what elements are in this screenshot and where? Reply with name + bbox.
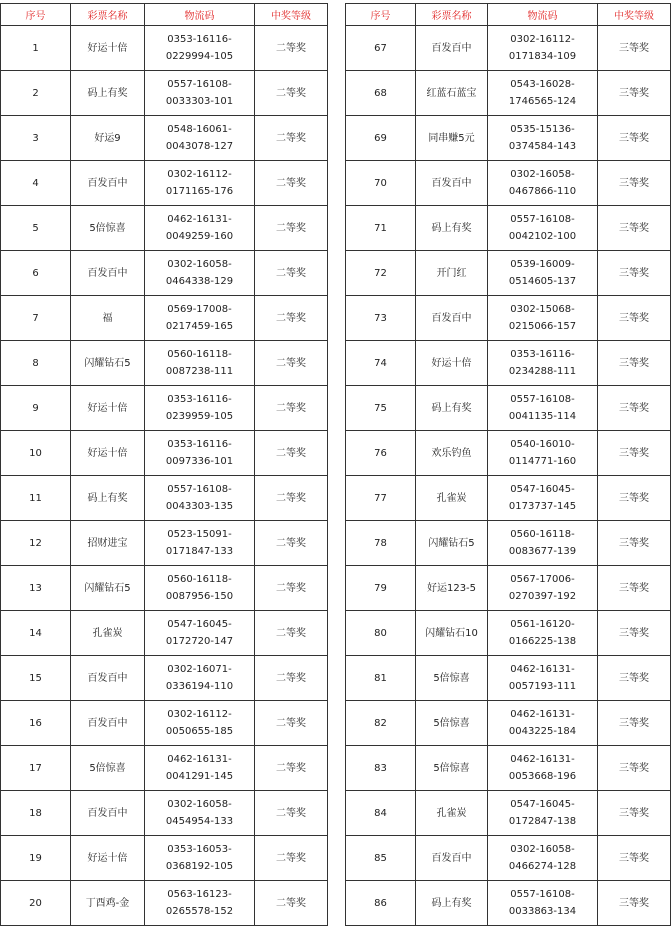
- logistics-code-cell: [145, 251, 255, 296]
- prize-level-cell: 二等奖: [255, 431, 328, 476]
- logistics-code-line-2: 0374584-143: [508, 141, 577, 152]
- logistics-code-line-1: 0302-16071-: [167, 664, 232, 675]
- logistics-code-line-2: 0234288-111: [508, 366, 577, 377]
- serial-cell: 12: [1, 521, 71, 566]
- table-row: [1, 701, 328, 746]
- table-row: [346, 566, 671, 611]
- logistics-code-line-2: 0114771-160: [508, 456, 577, 467]
- serial-cell: 14: [1, 611, 71, 656]
- ticket-name-cell: 5倍惊喜: [416, 746, 488, 791]
- logistics-code-line-1: 0560-16118-: [510, 529, 575, 540]
- ticket-name-cell: 孔雀炭: [416, 476, 488, 521]
- logistics-code-line-1: 0557-16108-: [510, 214, 575, 225]
- prize-level-cell: 二等奖: [255, 611, 328, 656]
- logistics-code-cell: [145, 836, 255, 881]
- logistics-code-cell: [145, 881, 255, 926]
- serial-cell: 7: [1, 296, 71, 341]
- table-row: [346, 71, 671, 116]
- ticket-name-cell: 5倍惊喜: [71, 746, 145, 791]
- logistics-code-line-2: 0171847-133: [165, 546, 234, 557]
- ticket-name-cell: 码上有奖: [71, 71, 145, 116]
- ticket-name-cell: 码上有奖: [416, 386, 488, 431]
- prize-level-cell: 二等奖: [255, 206, 328, 251]
- logistics-code-cell: [145, 521, 255, 566]
- logistics-code-line-1: 0540-16010-: [510, 439, 575, 450]
- logistics-code-line-1: 0557-16108-: [167, 79, 232, 90]
- logistics-code-line-1: 0302-16112-: [167, 709, 232, 720]
- serial-cell: 83: [346, 746, 416, 791]
- prize-level-cell: 三等奖: [598, 251, 671, 296]
- header-ticket-name: 彩票名称: [416, 4, 488, 26]
- logistics-code-line-1: 0462-16131-: [167, 214, 232, 225]
- logistics-code-line-2: 0172720-147: [165, 636, 234, 647]
- table-row: [1, 431, 328, 476]
- logistics-code-line-2: 0265578-152: [165, 906, 234, 917]
- logistics-code-cell: [488, 701, 598, 746]
- serial-cell: 6: [1, 251, 71, 296]
- ticket-name-cell: 开门红: [416, 251, 488, 296]
- prize-level-cell: 三等奖: [598, 701, 671, 746]
- table-header-row: [346, 4, 671, 26]
- prize-level-cell: 三等奖: [598, 26, 671, 71]
- table-row: [1, 746, 328, 791]
- logistics-code-line-2: 0049259-160: [165, 231, 234, 242]
- ticket-name-cell: 好运十倍: [71, 431, 145, 476]
- table-body-left: [1, 26, 328, 926]
- logistics-code-line-2: 0083677-139: [508, 546, 577, 557]
- prize-level-cell: 三等奖: [598, 116, 671, 161]
- logistics-code-line-2: 0033303-101: [165, 96, 234, 107]
- logistics-code-line-2: 0053668-196: [508, 771, 577, 782]
- serial-cell: 79: [346, 566, 416, 611]
- logistics-code-cell: [145, 296, 255, 341]
- logistics-code-line-1: 0353-16053-: [167, 844, 232, 855]
- ticket-name-cell: 好运十倍: [71, 26, 145, 71]
- logistics-code-line-1: 0302-16112-: [167, 169, 232, 180]
- ticket-name-cell: 好运123-5: [416, 566, 488, 611]
- logistics-code-cell: [488, 341, 598, 386]
- header-ticket-name: 彩票名称: [71, 4, 145, 26]
- serial-cell: 80: [346, 611, 416, 656]
- logistics-code-line-1: 0302-16058-: [510, 169, 575, 180]
- table-body-right: [346, 26, 671, 926]
- logistics-code-cell: [488, 476, 598, 521]
- prize-level-cell: 三等奖: [598, 881, 671, 926]
- logistics-code-line-2: 0336194-110: [165, 681, 234, 692]
- serial-cell: 2: [1, 71, 71, 116]
- header-prize-level: 中奖等级: [255, 4, 328, 26]
- prize-level-cell: 二等奖: [255, 476, 328, 521]
- logistics-code-line-1: 0353-16116-: [510, 349, 575, 360]
- logistics-code-cell: [145, 161, 255, 206]
- serial-cell: 69: [346, 116, 416, 161]
- logistics-code-line-1: 0557-16108-: [167, 484, 232, 495]
- ticket-name-cell: 百发百中: [416, 26, 488, 71]
- table-row: [1, 791, 328, 836]
- logistics-code-line-2: 0467866-110: [508, 186, 577, 197]
- serial-cell: 78: [346, 521, 416, 566]
- logistics-code-line-1: 0547-16045-: [510, 799, 575, 810]
- header-serial: 序号: [346, 4, 416, 26]
- logistics-code-line-2: 0097336-101: [165, 456, 234, 467]
- table-row: [1, 836, 328, 881]
- logistics-code-line-2: 0454954-133: [165, 816, 234, 827]
- logistics-code-line-1: 0462-16131-: [510, 754, 575, 765]
- logistics-code-cell: [488, 611, 598, 656]
- logistics-code-line-1: 0561-16120-: [510, 619, 575, 630]
- logistics-code-line-1: 0548-16061-: [167, 124, 232, 135]
- prize-level-cell: 三等奖: [598, 161, 671, 206]
- table-row: [1, 521, 328, 566]
- header-logistics-code: 物流码: [488, 4, 598, 26]
- logistics-code-line-2: 1746565-124: [508, 96, 577, 107]
- logistics-code-line-2: 0043225-184: [508, 726, 577, 737]
- logistics-code-line-1: 0302-16058-: [167, 259, 232, 270]
- prize-level-cell: 三等奖: [598, 566, 671, 611]
- table-row: [1, 881, 328, 926]
- logistics-code-line-1: 0567-17006-: [510, 574, 575, 585]
- table-row: [1, 251, 328, 296]
- prize-level-cell: 二等奖: [255, 656, 328, 701]
- table-row: [346, 746, 671, 791]
- logistics-code-line-2: 0042102-100: [508, 231, 577, 242]
- ticket-name-cell: 百发百中: [71, 701, 145, 746]
- ticket-name-cell: 码上有奖: [71, 476, 145, 521]
- logistics-code-cell: [488, 251, 598, 296]
- logistics-code-line-2: 0217459-165: [165, 321, 234, 332]
- ticket-name-cell: 欢乐钓鱼: [416, 431, 488, 476]
- logistics-code-cell: [145, 386, 255, 431]
- prize-level-cell: 三等奖: [598, 836, 671, 881]
- logistics-code-line-2: 0041291-145: [165, 771, 234, 782]
- ticket-name-cell: 好运十倍: [71, 836, 145, 881]
- ticket-name-cell: 百发百中: [71, 656, 145, 701]
- serial-cell: 13: [1, 566, 71, 611]
- table-row: [346, 656, 671, 701]
- logistics-code-line-1: 0462-16131-: [510, 709, 575, 720]
- table-row: [346, 116, 671, 161]
- logistics-code-line-1: 0563-16123-: [167, 889, 232, 900]
- serial-cell: 72: [346, 251, 416, 296]
- table-row: [346, 836, 671, 881]
- table-row: [346, 521, 671, 566]
- serial-cell: 77: [346, 476, 416, 521]
- logistics-code-line-2: 0215066-157: [508, 321, 577, 332]
- prize-level-cell: 二等奖: [255, 251, 328, 296]
- ticket-name-cell: 5倍惊喜: [71, 206, 145, 251]
- prize-level-cell: 三等奖: [598, 746, 671, 791]
- serial-cell: 73: [346, 296, 416, 341]
- logistics-code-line-1: 0569-17008-: [167, 304, 232, 315]
- table-row: [1, 161, 328, 206]
- logistics-code-line-2: 0033863-134: [508, 906, 577, 917]
- serial-cell: 18: [1, 791, 71, 836]
- serial-cell: 76: [346, 431, 416, 476]
- ticket-name-cell: 闪耀钻石5: [71, 566, 145, 611]
- prize-level-cell: 三等奖: [598, 521, 671, 566]
- logistics-code-line-1: 0462-16131-: [510, 664, 575, 675]
- logistics-code-line-2: 0464338-129: [165, 276, 234, 287]
- table-row: [346, 611, 671, 656]
- logistics-code-line-1: 0539-16009-: [510, 259, 575, 270]
- logistics-code-line-2: 0043078-127: [165, 141, 234, 152]
- logistics-code-line-1: 0353-16116-: [167, 34, 232, 45]
- logistics-code-line-2: 0057193-111: [508, 681, 577, 692]
- serial-cell: 74: [346, 341, 416, 386]
- ticket-name-cell: 好运十倍: [71, 386, 145, 431]
- ticket-name-cell: 孔雀炭: [416, 791, 488, 836]
- prize-level-cell: 二等奖: [255, 341, 328, 386]
- ticket-name-cell: 百发百中: [416, 296, 488, 341]
- logistics-code-cell: [145, 116, 255, 161]
- logistics-code-cell: [488, 746, 598, 791]
- prize-level-cell: 三等奖: [598, 431, 671, 476]
- prize-level-cell: 二等奖: [255, 161, 328, 206]
- header-prize-level: 中奖等级: [598, 4, 671, 26]
- logistics-code-line-1: 0560-16118-: [167, 349, 232, 360]
- ticket-name-cell: 百发百中: [71, 161, 145, 206]
- serial-cell: 20: [1, 881, 71, 926]
- logistics-code-line-1: 0302-16058-: [167, 799, 232, 810]
- prize-level-cell: 三等奖: [598, 611, 671, 656]
- serial-cell: 3: [1, 116, 71, 161]
- prize-level-cell: 二等奖: [255, 26, 328, 71]
- logistics-code-cell: [145, 566, 255, 611]
- prize-level-cell: 二等奖: [255, 566, 328, 611]
- logistics-code-cell: [145, 656, 255, 701]
- logistics-code-line-2: 0050655-185: [165, 726, 234, 737]
- table-row: [346, 251, 671, 296]
- logistics-code-line-1: 0523-15091-: [167, 529, 232, 540]
- serial-cell: 19: [1, 836, 71, 881]
- serial-cell: 85: [346, 836, 416, 881]
- prize-level-cell: 三等奖: [598, 386, 671, 431]
- serial-cell: 1: [1, 26, 71, 71]
- table-row: [1, 476, 328, 521]
- serial-cell: 68: [346, 71, 416, 116]
- table-row: [1, 386, 328, 431]
- table-row: [1, 26, 328, 71]
- table-row: [346, 791, 671, 836]
- logistics-code-cell: [145, 26, 255, 71]
- prize-level-cell: 三等奖: [598, 296, 671, 341]
- logistics-code-line-1: 0547-16045-: [167, 619, 232, 630]
- logistics-code-line-1: 0560-16118-: [167, 574, 232, 585]
- logistics-code-cell: [145, 71, 255, 116]
- serial-cell: 11: [1, 476, 71, 521]
- serial-cell: 5: [1, 206, 71, 251]
- table-row: [1, 296, 328, 341]
- ticket-name-cell: 5倍惊喜: [416, 701, 488, 746]
- logistics-code-cell: [488, 431, 598, 476]
- prize-level-cell: 三等奖: [598, 476, 671, 521]
- logistics-code-cell: [488, 521, 598, 566]
- ticket-name-cell: 孔雀炭: [71, 611, 145, 656]
- logistics-code-cell: [145, 611, 255, 656]
- serial-cell: 16: [1, 701, 71, 746]
- ticket-name-cell: 码上有奖: [416, 206, 488, 251]
- table-row: [346, 476, 671, 521]
- logistics-code-cell: [145, 476, 255, 521]
- winners-table-left: [0, 3, 328, 926]
- logistics-code-line-1: 0557-16108-: [510, 889, 575, 900]
- logistics-code-cell: [488, 161, 598, 206]
- logistics-code-cell: [488, 656, 598, 701]
- logistics-code-line-2: 0087956-150: [165, 591, 234, 602]
- serial-cell: 17: [1, 746, 71, 791]
- table-row: [346, 341, 671, 386]
- logistics-code-line-2: 0041135-114: [508, 411, 577, 422]
- ticket-name-cell: 5倍惊喜: [416, 656, 488, 701]
- table-row: [1, 566, 328, 611]
- prize-level-cell: 三等奖: [598, 71, 671, 116]
- logistics-code-cell: [488, 116, 598, 161]
- serial-cell: 67: [346, 26, 416, 71]
- ticket-name-cell: 同串赚5元: [416, 116, 488, 161]
- prize-level-cell: 二等奖: [255, 296, 328, 341]
- logistics-code-line-2: 0087238-111: [165, 366, 234, 377]
- logistics-code-cell: [488, 791, 598, 836]
- serial-cell: 81: [346, 656, 416, 701]
- logistics-code-cell: [145, 746, 255, 791]
- ticket-name-cell: 红蓝石蓝宝: [416, 71, 488, 116]
- table-row: [1, 116, 328, 161]
- serial-cell: 82: [346, 701, 416, 746]
- prize-level-cell: 三等奖: [598, 206, 671, 251]
- logistics-code-line-2: 0173737-145: [508, 501, 577, 512]
- prize-level-cell: 二等奖: [255, 881, 328, 926]
- serial-cell: 15: [1, 656, 71, 701]
- logistics-code-cell: [488, 836, 598, 881]
- prize-level-cell: 三等奖: [598, 341, 671, 386]
- table-row: [346, 296, 671, 341]
- logistics-code-line-1: 0462-16131-: [167, 754, 232, 765]
- prize-level-cell: 二等奖: [255, 836, 328, 881]
- table-row: [1, 341, 328, 386]
- logistics-code-line-2: 0466274-128: [508, 861, 577, 872]
- logistics-code-cell: [488, 206, 598, 251]
- logistics-code-cell: [488, 386, 598, 431]
- logistics-code-line-1: 0543-16028-: [510, 79, 575, 90]
- serial-cell: 84: [346, 791, 416, 836]
- ticket-name-cell: 好运9: [71, 116, 145, 161]
- serial-cell: 4: [1, 161, 71, 206]
- logistics-code-line-2: 0166225-138: [508, 636, 577, 647]
- logistics-code-line-2: 0229994-105: [165, 51, 234, 62]
- serial-cell: 75: [346, 386, 416, 431]
- serial-cell: 70: [346, 161, 416, 206]
- ticket-name-cell: 福: [71, 296, 145, 341]
- prize-level-cell: 二等奖: [255, 746, 328, 791]
- logistics-code-line-2: 0171165-176: [165, 186, 234, 197]
- logistics-code-line-1: 0302-16058-: [510, 844, 575, 855]
- table-row: [1, 71, 328, 116]
- ticket-name-cell: 百发百中: [416, 161, 488, 206]
- logistics-code-line-1: 0302-16112-: [510, 34, 575, 45]
- prize-level-cell: 二等奖: [255, 116, 328, 161]
- table-header-row: [1, 4, 328, 26]
- logistics-code-cell: [488, 881, 598, 926]
- logistics-code-line-1: 0353-16116-: [167, 394, 232, 405]
- ticket-name-cell: 好运十倍: [416, 341, 488, 386]
- logistics-code-line-2: 0514605-137: [508, 276, 577, 287]
- logistics-code-line-1: 0547-16045-: [510, 484, 575, 495]
- ticket-name-cell: 百发百中: [71, 791, 145, 836]
- ticket-name-cell: 闪耀钻石10: [416, 611, 488, 656]
- logistics-code-cell: [488, 26, 598, 71]
- ticket-name-cell: 闪耀钻石5: [416, 521, 488, 566]
- winners-table-right: [345, 3, 671, 926]
- table-row: [346, 701, 671, 746]
- ticket-name-cell: 百发百中: [71, 251, 145, 296]
- ticket-name-cell: 丁酉鸡-金: [71, 881, 145, 926]
- table-row: [346, 431, 671, 476]
- table-row: [1, 206, 328, 251]
- logistics-code-line-2: 0368192-105: [165, 861, 234, 872]
- table-row: [346, 881, 671, 926]
- logistics-code-cell: [145, 431, 255, 476]
- logistics-code-line-1: 0353-16116-: [167, 439, 232, 450]
- prize-level-cell: 二等奖: [255, 701, 328, 746]
- serial-cell: 8: [1, 341, 71, 386]
- logistics-code-line-1: 0302-15068-: [510, 304, 575, 315]
- table-row: [1, 656, 328, 701]
- logistics-code-line-2: 0172847-138: [508, 816, 577, 827]
- prize-level-cell: 二等奖: [255, 386, 328, 431]
- logistics-code-cell: [145, 206, 255, 251]
- table-row: [1, 611, 328, 656]
- table-row: [346, 386, 671, 431]
- prize-level-cell: 二等奖: [255, 521, 328, 566]
- prize-level-cell: 三等奖: [598, 791, 671, 836]
- prize-level-cell: 三等奖: [598, 656, 671, 701]
- prize-level-cell: 二等奖: [255, 791, 328, 836]
- serial-cell: 10: [1, 431, 71, 476]
- logistics-code-line-2: 0171834-109: [508, 51, 577, 62]
- ticket-name-cell: 招财进宝: [71, 521, 145, 566]
- logistics-code-line-2: 0270397-192: [508, 591, 577, 602]
- logistics-code-cell: [488, 566, 598, 611]
- logistics-code-cell: [145, 791, 255, 836]
- header-serial: 序号: [1, 4, 71, 26]
- ticket-name-cell: 闪耀钻石5: [71, 341, 145, 386]
- table-row: [346, 161, 671, 206]
- header-logistics-code: 物流码: [145, 4, 255, 26]
- table-row: [346, 206, 671, 251]
- logistics-code-line-1: 0557-16108-: [510, 394, 575, 405]
- logistics-code-cell: [488, 71, 598, 116]
- serial-cell: 86: [346, 881, 416, 926]
- ticket-name-cell: 百发百中: [416, 836, 488, 881]
- serial-cell: 71: [346, 206, 416, 251]
- logistics-code-line-2: 0239959-105: [165, 411, 234, 422]
- logistics-code-cell: [145, 701, 255, 746]
- logistics-code-cell: [145, 341, 255, 386]
- ticket-name-cell: 码上有奖: [416, 881, 488, 926]
- serial-cell: 9: [1, 386, 71, 431]
- prize-level-cell: 二等奖: [255, 71, 328, 116]
- table-row: [346, 26, 671, 71]
- logistics-code-line-2: 0043303-135: [165, 501, 234, 512]
- logistics-code-cell: [488, 296, 598, 341]
- logistics-code-line-1: 0535-15136-: [510, 124, 575, 135]
